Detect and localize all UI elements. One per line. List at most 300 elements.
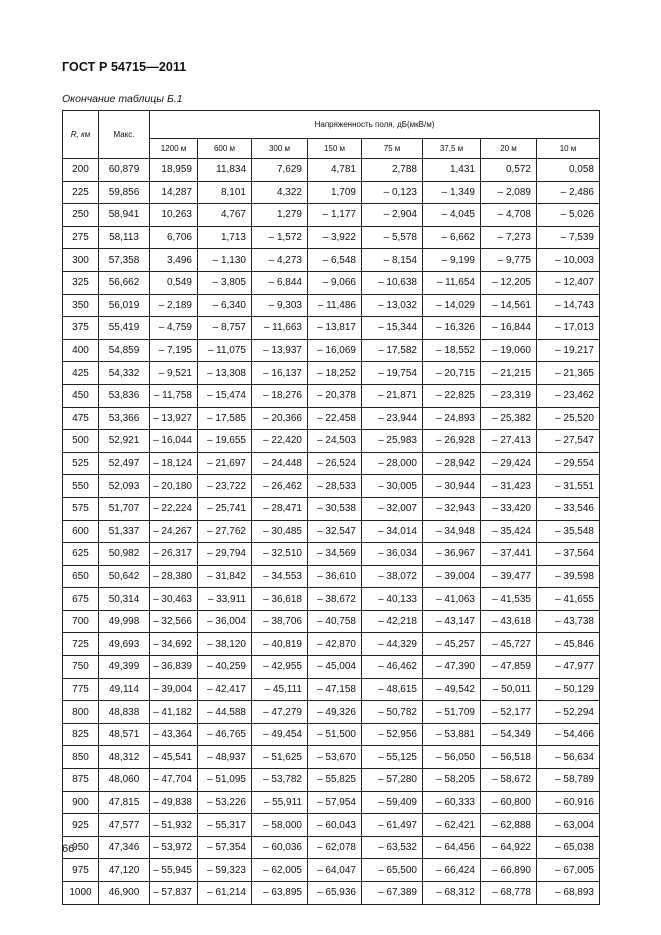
cell-value: – 13,927 — [150, 407, 198, 430]
cell-value: – 66,890 — [481, 859, 537, 882]
cell-value: – 2,189 — [150, 294, 198, 317]
cell-value: – 45,004 — [308, 656, 362, 679]
table-row — [63, 181, 600, 204]
cell-value: – 53,782 — [252, 769, 308, 792]
cell-value: – 15,474 — [198, 384, 252, 407]
cell-value: – 39,477 — [481, 565, 537, 588]
cell-value: – 55,911 — [252, 791, 308, 814]
cell-value: – 6,844 — [252, 271, 308, 294]
cell-max: 58,113 — [99, 226, 150, 249]
cell-value: – 17,582 — [362, 339, 423, 362]
cell-value: – 60,333 — [423, 791, 481, 814]
table-row — [63, 271, 600, 294]
cell-max: 52,921 — [99, 430, 150, 453]
cell-value: – 4,045 — [423, 204, 481, 227]
cell-value: – 50,129 — [537, 678, 600, 701]
cell-value: – 9,775 — [481, 249, 537, 272]
cell-value: – 53,226 — [198, 791, 252, 814]
cell-value: – 35,424 — [481, 520, 537, 543]
cell-value: – 6,340 — [198, 294, 252, 317]
cell-value: – 16,326 — [423, 317, 481, 340]
cell-value: – 43,147 — [423, 610, 481, 633]
cell-value: – 33,911 — [198, 588, 252, 611]
cell-max: 50,642 — [99, 565, 150, 588]
cell-value: – 56,634 — [537, 746, 600, 769]
cell-distance: 700 — [63, 610, 99, 633]
cell-max: 49,693 — [99, 633, 150, 656]
cell-value: – 63,532 — [362, 836, 423, 859]
cell-value: – 24,267 — [150, 520, 198, 543]
cell-value: – 52,294 — [537, 701, 600, 724]
cell-value: – 25,983 — [362, 430, 423, 453]
cell-value: – 29,794 — [198, 543, 252, 566]
cell-value: – 62,421 — [423, 814, 481, 837]
table-row — [63, 204, 600, 227]
cell-value: – 22,224 — [150, 497, 198, 520]
cell-value: 4,322 — [252, 181, 308, 204]
cell-value: – 39,598 — [537, 565, 600, 588]
cell-value: 14,287 — [150, 181, 198, 204]
cell-value: – 32,566 — [150, 610, 198, 633]
table-row — [63, 882, 600, 905]
cell-value: – 1,572 — [252, 226, 308, 249]
cell-value: – 2,486 — [537, 181, 600, 204]
cell-max: 46,900 — [99, 882, 150, 905]
cell-distance: 300 — [63, 249, 99, 272]
cell-distance: 525 — [63, 452, 99, 475]
cell-value: – 55,945 — [150, 859, 198, 882]
table-row — [63, 859, 600, 882]
cell-value: – 58,672 — [481, 769, 537, 792]
cell-value: – 1,177 — [308, 204, 362, 227]
cell-value: – 36,839 — [150, 656, 198, 679]
cell-value: – 45,111 — [252, 678, 308, 701]
cell-value: – 45,257 — [423, 633, 481, 656]
cell-value: – 42,218 — [362, 610, 423, 633]
cell-max: 54,859 — [99, 339, 150, 362]
header-r-km: R, км — [63, 111, 99, 159]
cell-distance: 950 — [63, 836, 99, 859]
cell-value: – 9,521 — [150, 362, 198, 385]
cell-distance: 600 — [63, 520, 99, 543]
cell-value: – 0,123 — [362, 181, 423, 204]
cell-value: – 54,466 — [537, 723, 600, 746]
cell-value: – 17,013 — [537, 317, 600, 340]
table-row — [63, 317, 600, 340]
cell-value: 8,101 — [198, 181, 252, 204]
cell-value: – 20,180 — [150, 475, 198, 498]
cell-value: – 7,195 — [150, 339, 198, 362]
cell-value: – 42,417 — [198, 678, 252, 701]
cell-value: – 42,955 — [252, 656, 308, 679]
cell-value: – 58,789 — [537, 769, 600, 792]
cell-distance: 650 — [63, 565, 99, 588]
cell-value: – 24,503 — [308, 430, 362, 453]
cell-value: – 20,366 — [252, 407, 308, 430]
cell-value: 1,431 — [423, 159, 481, 182]
cell-value: – 37,441 — [481, 543, 537, 566]
cell-value: – 46,462 — [362, 656, 423, 679]
cell-value: – 61,214 — [198, 882, 252, 905]
cell-max: 48,571 — [99, 723, 150, 746]
cell-value: – 58,205 — [423, 769, 481, 792]
cell-value: – 30,538 — [308, 497, 362, 520]
cell-distance: 775 — [63, 678, 99, 701]
cell-value: – 60,916 — [537, 791, 600, 814]
cell-value: – 18,252 — [308, 362, 362, 385]
cell-value: – 3,805 — [198, 271, 252, 294]
cell-max: 48,312 — [99, 746, 150, 769]
cell-value: – 62,888 — [481, 814, 537, 837]
cell-value: – 52,177 — [481, 701, 537, 724]
header-field-strength: Напряженность поля, дБ(мкВ/м) — [150, 111, 600, 139]
cell-max: 50,982 — [99, 543, 150, 566]
cell-value: – 21,697 — [198, 452, 252, 475]
cell-value: – 64,922 — [481, 836, 537, 859]
cell-value: – 49,542 — [423, 678, 481, 701]
cell-value: – 16,844 — [481, 317, 537, 340]
table-row — [63, 678, 600, 701]
cell-distance: 325 — [63, 271, 99, 294]
header-height: 10 м — [537, 139, 600, 159]
cell-value: – 45,541 — [150, 746, 198, 769]
cell-value: – 29,424 — [481, 452, 537, 475]
table-row — [63, 656, 600, 679]
cell-value: – 23,944 — [362, 407, 423, 430]
cell-value: – 34,014 — [362, 520, 423, 543]
cell-max: 60,879 — [99, 159, 150, 182]
cell-max: 48,838 — [99, 701, 150, 724]
cell-value: – 26,462 — [252, 475, 308, 498]
cell-value: – 47,704 — [150, 769, 198, 792]
cell-value: – 47,390 — [423, 656, 481, 679]
cell-value: – 27,547 — [537, 430, 600, 453]
table-caption: Окончание таблицы Б.1 — [62, 93, 183, 105]
cell-value: – 68,312 — [423, 882, 481, 905]
cell-value: – 23,722 — [198, 475, 252, 498]
cell-value: – 41,655 — [537, 588, 600, 611]
cell-value: – 64,456 — [423, 836, 481, 859]
cell-value: – 18,276 — [252, 384, 308, 407]
cell-value: – 25,741 — [198, 497, 252, 520]
table-row — [63, 836, 600, 859]
cell-max: 55,419 — [99, 317, 150, 340]
cell-distance: 1000 — [63, 882, 99, 905]
cell-distance: 925 — [63, 814, 99, 837]
cell-max: 47,815 — [99, 791, 150, 814]
cell-value: – 58,000 — [252, 814, 308, 837]
cell-value: – 45,846 — [537, 633, 600, 656]
cell-distance: 575 — [63, 497, 99, 520]
cell-value: – 51,932 — [150, 814, 198, 837]
cell-max: 53,366 — [99, 407, 150, 430]
cell-value: – 3,922 — [308, 226, 362, 249]
cell-value: – 54,349 — [481, 723, 537, 746]
cell-max: 56,662 — [99, 271, 150, 294]
cell-value: 1,713 — [198, 226, 252, 249]
cell-value: – 6,548 — [308, 249, 362, 272]
cell-value: – 59,409 — [362, 791, 423, 814]
cell-value: – 7,273 — [481, 226, 537, 249]
cell-value: – 38,072 — [362, 565, 423, 588]
cell-value: 0,058 — [537, 159, 600, 182]
table-row — [63, 475, 600, 498]
cell-value: – 28,380 — [150, 565, 198, 588]
cell-value: – 59,323 — [198, 859, 252, 882]
cell-value: – 49,838 — [150, 791, 198, 814]
cell-value: – 62,078 — [308, 836, 362, 859]
cell-max: 53,836 — [99, 384, 150, 407]
table-row — [63, 430, 600, 453]
cell-max: 57,358 — [99, 249, 150, 272]
cell-value: – 23,319 — [481, 384, 537, 407]
cell-value: – 38,120 — [198, 633, 252, 656]
cell-value: – 28,942 — [423, 452, 481, 475]
cell-value: – 35,548 — [537, 520, 600, 543]
cell-value: – 49,326 — [308, 701, 362, 724]
cell-max: 54,332 — [99, 362, 150, 385]
table-row — [63, 452, 600, 475]
cell-distance: 725 — [63, 633, 99, 656]
cell-distance: 675 — [63, 588, 99, 611]
cell-value: 4,781 — [308, 159, 362, 182]
cell-value: – 29,554 — [537, 452, 600, 475]
cell-value: – 28,471 — [252, 497, 308, 520]
cell-value: – 38,672 — [308, 588, 362, 611]
cell-value: – 57,280 — [362, 769, 423, 792]
table-row — [63, 791, 600, 814]
cell-value: – 12,205 — [481, 271, 537, 294]
table-row — [63, 159, 600, 182]
cell-value: – 63,895 — [252, 882, 308, 905]
cell-value: – 34,948 — [423, 520, 481, 543]
cell-value: – 28,533 — [308, 475, 362, 498]
field-strength-table — [62, 110, 600, 905]
header-height: 37,5 м — [423, 139, 481, 159]
cell-value: – 4,759 — [150, 317, 198, 340]
cell-value: – 44,329 — [362, 633, 423, 656]
cell-value: – 47,977 — [537, 656, 600, 679]
cell-value: – 60,036 — [252, 836, 308, 859]
document-title: ГОСТ Р 54715—2011 — [62, 60, 187, 74]
cell-value: – 8,757 — [198, 317, 252, 340]
cell-max: 59,856 — [99, 181, 150, 204]
cell-value: – 21,215 — [481, 362, 537, 385]
header-height: 600 м — [198, 139, 252, 159]
cell-max: 52,093 — [99, 475, 150, 498]
cell-value: – 41,063 — [423, 588, 481, 611]
cell-value: – 16,044 — [150, 430, 198, 453]
cell-value: – 33,420 — [481, 497, 537, 520]
cell-value: – 62,005 — [252, 859, 308, 882]
table-body — [63, 159, 600, 905]
cell-distance: 375 — [63, 317, 99, 340]
cell-value: – 36,004 — [198, 610, 252, 633]
cell-value: – 28,000 — [362, 452, 423, 475]
cell-value: – 19,754 — [362, 362, 423, 385]
table-row — [63, 565, 600, 588]
table-row — [63, 497, 600, 520]
cell-value: – 10,638 — [362, 271, 423, 294]
table-row — [63, 249, 600, 272]
cell-distance: 400 — [63, 339, 99, 362]
cell-value: – 1,130 — [198, 249, 252, 272]
cell-value: 1,709 — [308, 181, 362, 204]
cell-max: 48,060 — [99, 769, 150, 792]
cell-value: – 47,859 — [481, 656, 537, 679]
table-row — [63, 339, 600, 362]
table-row — [63, 407, 600, 430]
cell-value: – 65,038 — [537, 836, 600, 859]
cell-value: – 32,510 — [252, 543, 308, 566]
cell-value: – 30,485 — [252, 520, 308, 543]
cell-value: – 14,743 — [537, 294, 600, 317]
cell-value: – 9,066 — [308, 271, 362, 294]
cell-value: – 19,217 — [537, 339, 600, 362]
cell-value: – 27,413 — [481, 430, 537, 453]
cell-value: – 13,032 — [362, 294, 423, 317]
cell-value: – 17,585 — [198, 407, 252, 430]
cell-distance: 625 — [63, 543, 99, 566]
cell-value: – 18,124 — [150, 452, 198, 475]
cell-value: – 34,553 — [252, 565, 308, 588]
header-height: 1200 м — [150, 139, 198, 159]
cell-value: 2,788 — [362, 159, 423, 182]
table-row — [63, 814, 600, 837]
header-height: 75 м — [362, 139, 423, 159]
cell-distance: 800 — [63, 701, 99, 724]
cell-value: – 67,389 — [362, 882, 423, 905]
cell-value: – 57,837 — [150, 882, 198, 905]
cell-value: – 39,004 — [423, 565, 481, 588]
table-row — [63, 226, 600, 249]
cell-value: – 2,089 — [481, 181, 537, 204]
cell-value: – 57,354 — [198, 836, 252, 859]
cell-value: – 55,125 — [362, 746, 423, 769]
cell-distance: 875 — [63, 769, 99, 792]
cell-value: – 39,004 — [150, 678, 198, 701]
cell-value: 0,572 — [481, 159, 537, 182]
cell-distance: 200 — [63, 159, 99, 182]
cell-value: – 1,349 — [423, 181, 481, 204]
cell-value: – 19,060 — [481, 339, 537, 362]
cell-value: – 20,715 — [423, 362, 481, 385]
cell-distance: 850 — [63, 746, 99, 769]
cell-value: – 32,007 — [362, 497, 423, 520]
cell-value: – 49,454 — [252, 723, 308, 746]
cell-value: – 56,050 — [423, 746, 481, 769]
cell-distance: 900 — [63, 791, 99, 814]
cell-max: 56,019 — [99, 294, 150, 317]
cell-value: 7,629 — [252, 159, 308, 182]
cell-value: – 26,928 — [423, 430, 481, 453]
cell-value: 4,767 — [198, 204, 252, 227]
cell-value: – 36,610 — [308, 565, 362, 588]
table-row — [63, 701, 600, 724]
cell-value: – 30,463 — [150, 588, 198, 611]
cell-value: – 24,893 — [423, 407, 481, 430]
cell-value: – 21,871 — [362, 384, 423, 407]
cell-value: – 44,588 — [198, 701, 252, 724]
cell-value: – 55,825 — [308, 769, 362, 792]
cell-max: 58,941 — [99, 204, 150, 227]
cell-distance: 550 — [63, 475, 99, 498]
table-row — [63, 294, 600, 317]
cell-value: – 31,842 — [198, 565, 252, 588]
cell-value: – 66,424 — [423, 859, 481, 882]
cell-value: – 31,423 — [481, 475, 537, 498]
cell-value: – 43,364 — [150, 723, 198, 746]
cell-value: – 5,026 — [537, 204, 600, 227]
cell-value: – 34,569 — [308, 543, 362, 566]
cell-value: – 52,956 — [362, 723, 423, 746]
cell-value: – 32,943 — [423, 497, 481, 520]
cell-max: 50,314 — [99, 588, 150, 611]
cell-value: – 53,972 — [150, 836, 198, 859]
cell-value: – 40,259 — [198, 656, 252, 679]
table-row — [63, 746, 600, 769]
cell-value: – 22,458 — [308, 407, 362, 430]
cell-value: – 32,547 — [308, 520, 362, 543]
cell-value: – 13,937 — [252, 339, 308, 362]
cell-max: 49,998 — [99, 610, 150, 633]
cell-value: – 68,893 — [537, 882, 600, 905]
header-height: 300 м — [252, 139, 308, 159]
cell-value: – 30,944 — [423, 475, 481, 498]
table-row — [63, 610, 600, 633]
cell-value: – 26,524 — [308, 452, 362, 475]
page-number: 66 — [62, 843, 75, 855]
cell-max: 47,346 — [99, 836, 150, 859]
cell-value: – 13,817 — [308, 317, 362, 340]
cell-value: – 10,003 — [537, 249, 600, 272]
cell-value: – 51,625 — [252, 746, 308, 769]
table-row — [63, 543, 600, 566]
header-max: Макс. — [99, 111, 150, 159]
cell-value: – 40,819 — [252, 633, 308, 656]
cell-value: – 50,011 — [481, 678, 537, 701]
cell-value: – 47,158 — [308, 678, 362, 701]
cell-value: – 60,043 — [308, 814, 362, 837]
cell-value: – 4,708 — [481, 204, 537, 227]
cell-value: – 46,765 — [198, 723, 252, 746]
cell-value: 0,549 — [150, 271, 198, 294]
cell-max: 47,120 — [99, 859, 150, 882]
cell-value: – 53,670 — [308, 746, 362, 769]
cell-value: – 14,029 — [423, 294, 481, 317]
table-row — [63, 769, 600, 792]
cell-value: – 16,069 — [308, 339, 362, 362]
cell-value: – 47,279 — [252, 701, 308, 724]
cell-value: – 61,497 — [362, 814, 423, 837]
cell-distance: 450 — [63, 384, 99, 407]
cell-value: – 43,618 — [481, 610, 537, 633]
cell-value: – 41,535 — [481, 588, 537, 611]
cell-value: 10,263 — [150, 204, 198, 227]
cell-value: – 15,344 — [362, 317, 423, 340]
cell-value: – 65,936 — [308, 882, 362, 905]
cell-value: – 6,662 — [423, 226, 481, 249]
cell-value: – 7,539 — [537, 226, 600, 249]
table-row — [63, 384, 600, 407]
cell-value: – 11,758 — [150, 384, 198, 407]
cell-max: 49,399 — [99, 656, 150, 679]
cell-value: – 37,564 — [537, 543, 600, 566]
cell-value: – 21,365 — [537, 362, 600, 385]
cell-value: – 68,778 — [481, 882, 537, 905]
cell-value: – 13,308 — [198, 362, 252, 385]
cell-value: – 48,615 — [362, 678, 423, 701]
